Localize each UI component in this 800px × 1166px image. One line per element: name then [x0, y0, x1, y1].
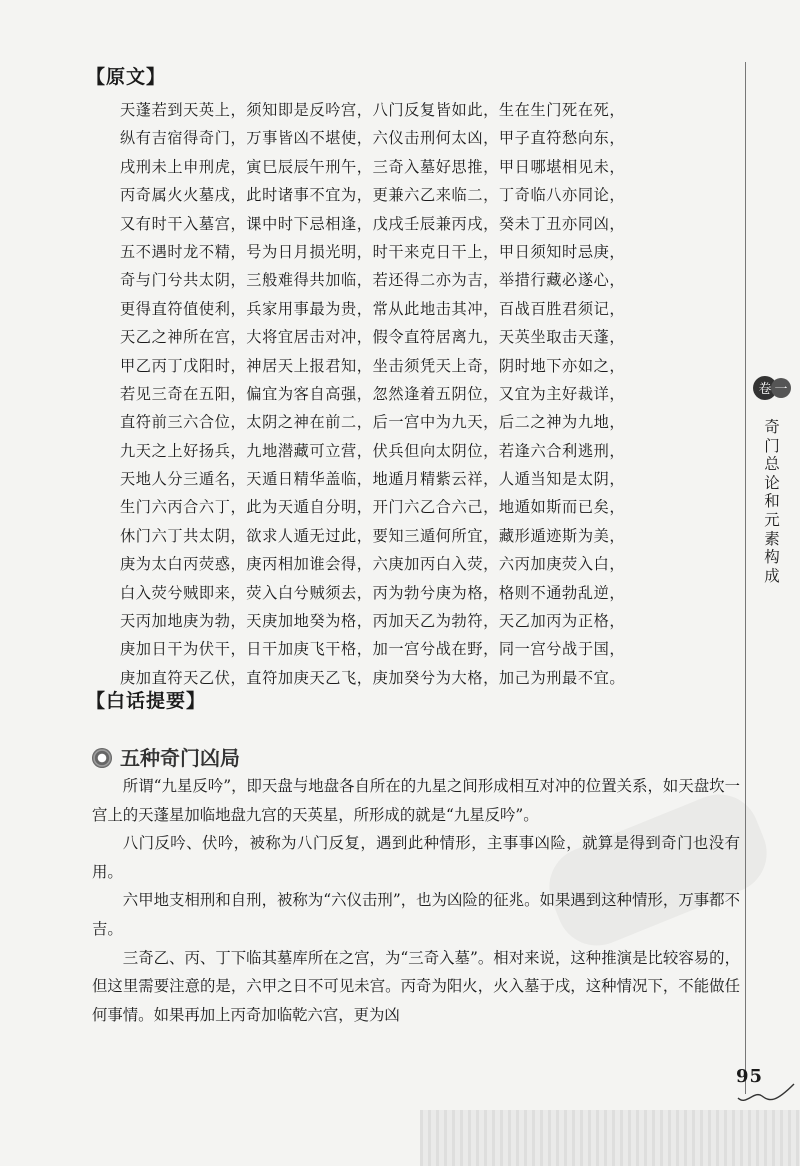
- verse-block: [120, 96, 710, 692]
- section-heading-summary: 【白话提要】: [86, 690, 207, 712]
- verse-line: 纵有吉宿得奇门，万事皆凶不堪使，六仪击刑何太凶，甲子直符愁向东，: [120, 129, 626, 148]
- chapter-badge-char: 卷: [758, 382, 772, 397]
- subsection-title: [92, 742, 240, 771]
- prose-block: [92, 772, 740, 1029]
- verse-line: 又有时干入墓宫，课中时下忌相逢，戊戌壬辰兼丙戌，癸未丁丑亦同凶，: [120, 214, 626, 233]
- verse-line: 天丙加地庚为勃，天庚加地癸为格，丙加天乙为勃符，天乙加丙为正格，: [120, 612, 626, 631]
- verse-line: 戌刑未上申刑虎，寅巳辰辰午刑午，三奇入墓好思推，甲日哪堪相见未，: [120, 157, 626, 176]
- verse-line: 丙奇属火火墓戌，此时诸事不宜为，更兼六乙来临二，丁奇临八亦同论，: [120, 186, 626, 205]
- verse-line: 庚加直符天乙伏，直符加庚天乙飞，庚加癸兮为大格，加己为刑最不宜。: [120, 668, 626, 687]
- verse-line: 直符前三六合位，太阴之神在前二，后一宫中为九天，后二之神为九地，: [120, 413, 626, 432]
- paragraph: 六甲地支相刑和自刑，被称为“六仪击刑”，也为凶险的征兆。如果遇到这种情形，万事都不吉。: [92, 891, 740, 938]
- page-curl-ornament-icon: [736, 1076, 796, 1106]
- paragraph: 八门反吟、伏吟，被称为八门反复，遇到此种情形，主事事凶险，就算是得到奇门也没有用。: [92, 834, 740, 881]
- verse-line: 甲乙丙丁戊阳时，神居天上报君知，坐击须凭天上奇，阴时地下亦如之，: [120, 356, 626, 375]
- verse-line: 休门六丁共太阴，欲求人遁无过此，要知三遁何所宜，藏形遁迹斯为美，: [120, 526, 626, 545]
- paragraph: 所谓“九星反吟”，即天盘与地盘各自所在的九星之间形成相互对冲的位置关系，如天盘坎一宫上的天蓬星加临地盘九宫的天英星，所形成的就是“九星反吟”。: [92, 777, 740, 824]
- verse-line: 奇与门兮共太阴，三般难得共加临，若还得二亦为吉，举措行藏必遂心，: [120, 271, 626, 290]
- verse-line: 九天之上好扬兵，九地潜藏可立营，伏兵但向太阴位，若逢六合利逃刑，: [120, 441, 626, 460]
- verse-line: 白入荧兮贼即来，荧入白兮贼须去，丙为勃兮庚为格，格则不通勃乱逆，: [120, 583, 626, 602]
- flower-ornament-icon: [92, 748, 112, 768]
- verse-line: 更得直符值使利，兵家用事最为贵，常从此地击其冲，百战百胜君须记，: [120, 299, 626, 318]
- verse-line: 庚为太白丙荧惑，庚丙相加谁会得，六庚加丙白入荧，六丙加庚荧入白，: [120, 555, 626, 574]
- verse-line: 生门六丙合六丁，此为天遁自分明，开门六乙合六己，地遁如斯而已矣，: [120, 498, 626, 517]
- verse-line: 若见三奇在五阳，偏宜为客自高强，忽然逢着五阴位，又宜为主好裁详，: [120, 384, 626, 403]
- verse-line: 天蓬若到天英上，须知即是反吟宫，八门反复皆如此，生在生门死在死，: [120, 101, 626, 119]
- side-chapter-title: 奇门总论和元素构成: [764, 418, 780, 585]
- margin-rule: [745, 62, 746, 1094]
- scan-artifact-band: [420, 1110, 800, 1166]
- verse-line: 五不遇时龙不精，号为日月损光明，时干来克日干上，甲日须知时忌庚，: [120, 242, 626, 261]
- paragraph: 三奇乙、丙、丁下临其墓库所在之宫，为“三奇入墓”。相对来说，这种推演是比较容易的，但这里需要注意的是，六甲之日不可见未宫。丙奇为阳火，火入墓于戌，这种情况下，不能做任何事情。如果再加上丙奇加临乾六宫，更为凶: [92, 948, 740, 1024]
- verse-line: 天地人分三遁名，天遁日精华盖临，地遁月精紫云祥，人遁当知是太阴，: [120, 470, 626, 489]
- chapter-badge-num: 一: [774, 382, 788, 397]
- chapter-badge-icon: [752, 368, 792, 408]
- page-number: 95: [736, 1066, 764, 1087]
- subsection-title-text: 五种奇门凶局: [120, 746, 240, 770]
- verse-line: 庚加日干为伏干，日干加庚飞干格，加一宫兮战在野，同一宫兮战于国，: [120, 640, 626, 659]
- section-heading-original: 【原文】: [86, 66, 167, 88]
- verse-line: 天乙之神所在宫，大将宜居击对冲，假令直符居离九，天英坐取击天蓬，: [120, 328, 626, 347]
